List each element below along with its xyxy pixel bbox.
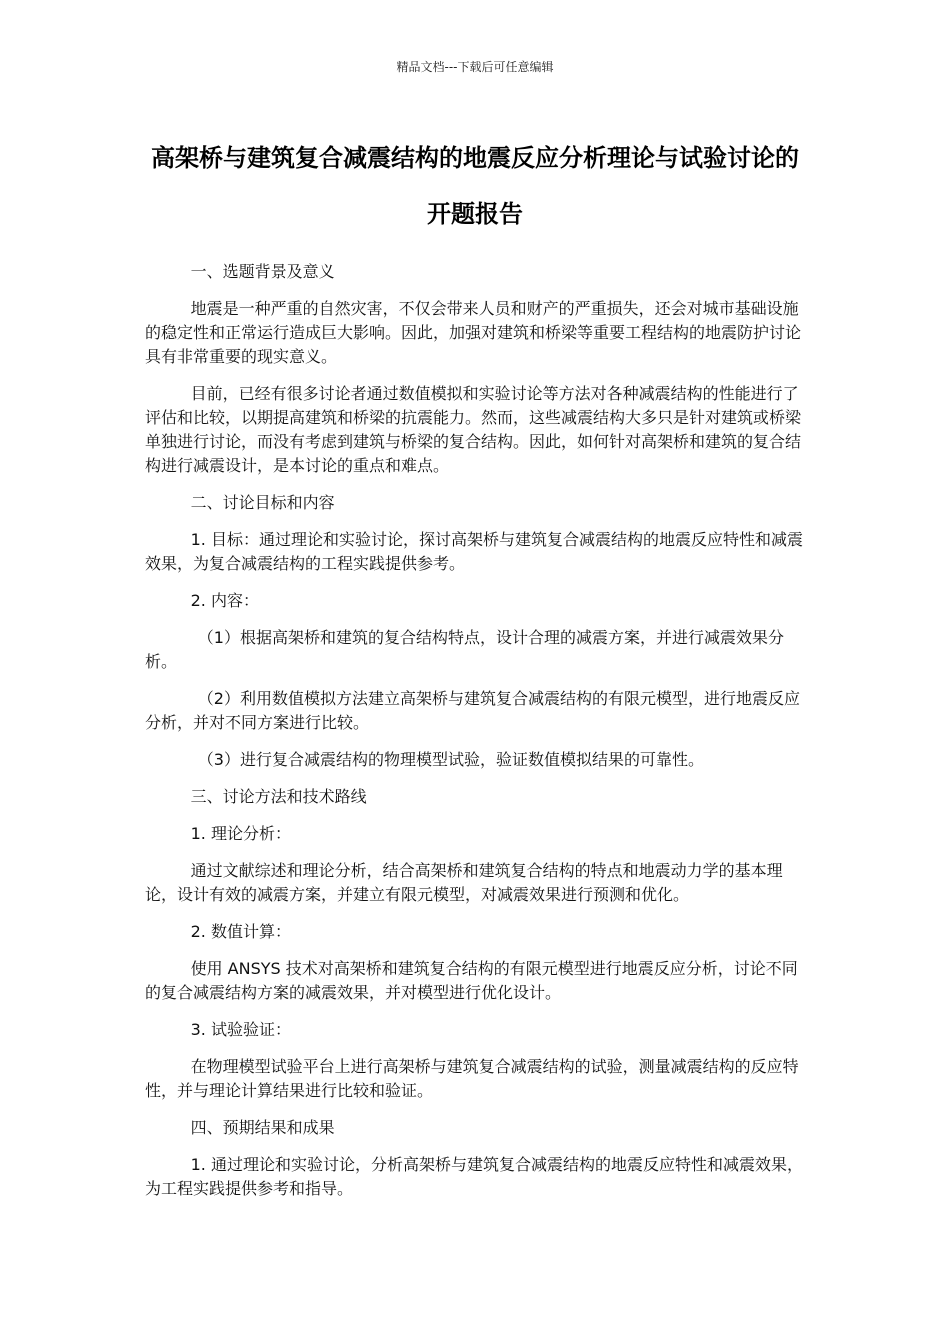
body-paragraph: 地震是一种严重的自然灾害，不仅会带来人员和财产的严重损失，还会对城市基础设施的稳定性和正常运行造成巨大影响。因此，加强对建筑和桥梁等重要工程结构的地震防护讨论具有非常重要的现实意义。 (145, 299, 802, 366)
subsection-heading: 2. 数值计算： (190, 922, 291, 941)
subsection-heading: 2. 内容： (190, 591, 259, 610)
body-paragraph: 1. 目标：通过理论和实验讨论，探讨高架桥与建筑复合减震结构的地震反应特性和减震效果，为复合减震结构的工程实践提供参考。 (145, 530, 803, 573)
list-item: （3）进行复合减震结构的物理模型试验，验证数值模拟结果的可靠性。 (197, 750, 704, 769)
body-paragraph: 在物理模型试验平台上进行高架桥与建筑复合减震结构的试验，测量减震结构的反应特性，并与理论计算结果进行比较和验证。 (145, 1057, 799, 1100)
section-heading: 四、预期结果和成果 (190, 1118, 335, 1137)
list-item: （2）利用数值模拟方法建立高架桥与建筑复合减震结构的有限元模型，进行地震反应分析，并对不同方案进行比较。 (145, 689, 800, 732)
subsection-heading: 3. 试验验证： (190, 1020, 291, 1039)
subsection-heading: 1. 理论分析： (190, 824, 291, 843)
body-paragraph: 1. 通过理论和实验讨论，分析高架桥与建筑复合减震结构的地震反应特性和减震效果，为工程实践提供参考和指导。 (145, 1155, 803, 1198)
header-note: 精品文档---下载后可任意编辑 (396, 60, 554, 74)
section-heading: 三、讨论方法和技术路线 (190, 787, 367, 806)
section-heading: 一、选题背景及意义 (190, 262, 335, 281)
body-paragraph: 目前，已经有很多讨论者通过数值模拟和实验讨论等方法对各种减震结构的性能进行了评估和比较，以期提高建筑和桥梁的抗震能力。然而，这些减震结构大多只是针对建筑或桥梁单独进行讨论，而没有考虑到建筑与桥梁的复合结构。因此，如何针对高架桥和建筑的复合结构进行减震设计，是本讨论的重点和难点。 (145, 384, 802, 475)
document-body (145, 260, 805, 1214)
body-paragraph: 使用 ANSYS 技术对高架桥和建筑复合结构的有限元模型进行地震反应分析，讨论不同的复合减震结构方案的减震效果，并对模型进行优化设计。 (145, 959, 798, 1002)
body-paragraph: 通过文献综述和理论分析，结合高架桥和建筑复合结构的特点和地震动力学的基本理论，设计有效的减震方案，并建立有限元模型，对减震效果进行预测和优化。 (145, 861, 783, 904)
document-title: 高架桥与建筑复合减震结构的地震反应分析理论与试验讨论的开题报告 (151, 144, 799, 228)
section-heading: 二、讨论目标和内容 (190, 493, 335, 512)
list-item: （1）根据高架桥和建筑的复合结构特点，设计合理的减震方案，并进行减震效果分析。 (145, 628, 784, 671)
